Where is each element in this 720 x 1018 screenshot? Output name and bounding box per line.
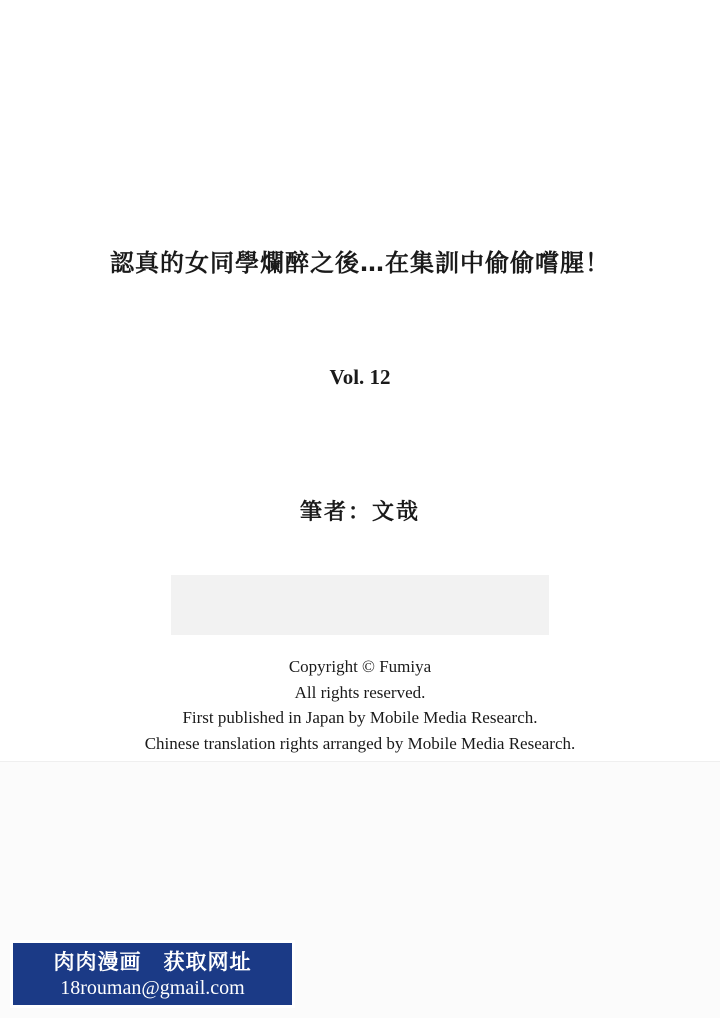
copyright-line: All rights reserved. bbox=[294, 682, 426, 702]
watermark-site-name: 肉肉漫画 获取网址 bbox=[53, 950, 252, 974]
watermark-email: 18rouman@gmail.com bbox=[60, 977, 245, 999]
watermark-banner bbox=[10, 940, 295, 1008]
copyright-line: Chinese translation rights arranged by Mobile Media Research. bbox=[144, 733, 576, 753]
volume-label: Vol. 12 bbox=[329, 365, 391, 389]
page-title: 認真的女同學爛醉之後…在集訓中偷偷嚐腥！ bbox=[110, 249, 610, 277]
copyright-block bbox=[0, 654, 720, 756]
publisher-logo-placeholder bbox=[171, 575, 549, 635]
copyright-line: Copyright © Fumiya bbox=[288, 657, 432, 676]
copyright-line: First published in Japan by Mobile Media Research. bbox=[182, 708, 538, 727]
author-label: 筆者：文哉 bbox=[299, 500, 420, 525]
